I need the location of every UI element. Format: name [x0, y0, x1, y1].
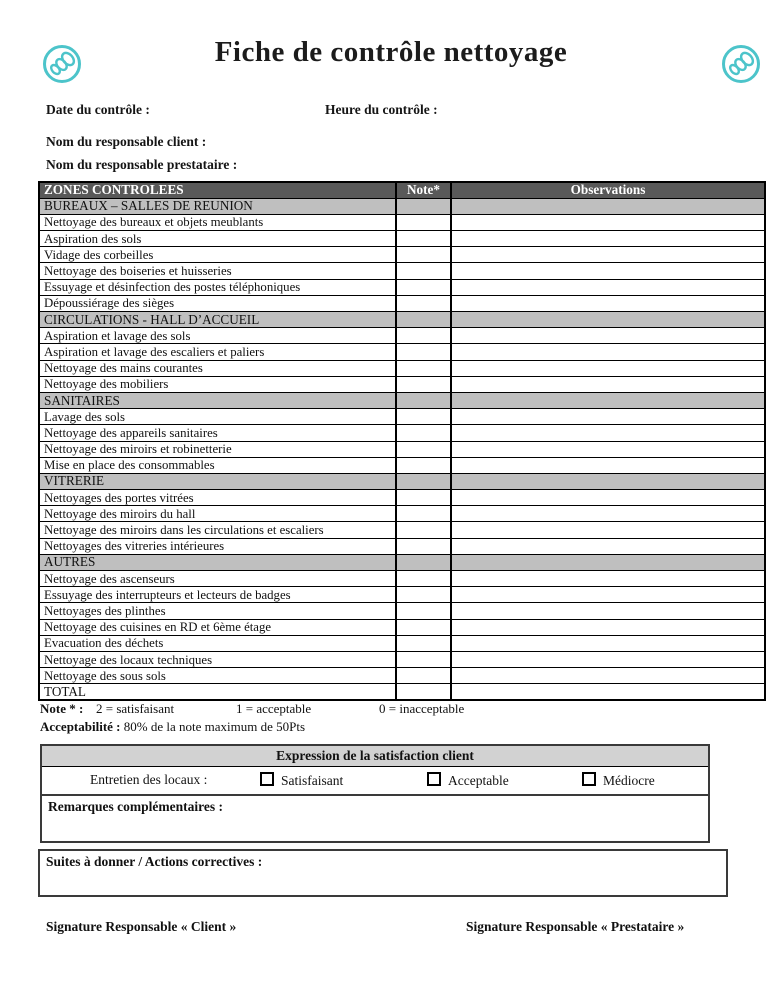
note-cell: [396, 603, 451, 619]
zone-label: Nettoyage des ascenseurs: [39, 571, 396, 587]
zone-label: Lavage des sols: [39, 409, 396, 425]
item-row: [39, 571, 765, 587]
observation-cell: [451, 198, 765, 214]
acceptability-note: [40, 719, 305, 735]
checkbox-icon: [260, 772, 274, 786]
note-cell: [396, 214, 451, 230]
zone-label: Essuyage des interrupteurs et lecteurs de badges: [39, 587, 396, 603]
item-row: [39, 457, 765, 473]
item-row: [39, 295, 765, 311]
item-row: [39, 409, 765, 425]
zone-label: Nettoyage des mobiliers: [39, 376, 396, 392]
zone-label: Dépoussiérage des sièges: [39, 295, 396, 311]
note-legend-value: 2 = satisfaisant: [96, 701, 175, 716]
note-cell: [396, 441, 451, 457]
note-cell: [396, 668, 451, 684]
note-cell: [396, 619, 451, 635]
observation-cell: [451, 554, 765, 570]
zone-label: Nettoyages des vitreries intérieures: [39, 538, 396, 554]
zone-label: Nettoyage des locaux techniques: [39, 651, 396, 667]
signature-client-label: Signature Responsable « Client »: [46, 919, 237, 934]
zone-label: TOTAL: [39, 684, 396, 700]
note-column-header: Note*: [396, 182, 451, 198]
zone-label: Nettoyage des mains courantes: [39, 360, 396, 376]
observation-cell: [451, 231, 765, 247]
note-legend-value: 1 = acceptable: [236, 701, 312, 716]
item-row: [39, 603, 765, 619]
observation-cell: [451, 668, 765, 684]
section-row: [39, 473, 765, 489]
observation-cell: [451, 392, 765, 408]
observation-cell: [451, 441, 765, 457]
observation-cell: [451, 457, 765, 473]
observation-cell: [451, 635, 765, 651]
observation-cell: [451, 328, 765, 344]
item-row: [39, 651, 765, 667]
note-cell: [396, 587, 451, 603]
item-row: [39, 635, 765, 651]
zone-label: Nettoyage des boiseries et huisseries: [39, 263, 396, 279]
actions-label: Suites à donner / Actions correctives :: [46, 854, 263, 869]
item-row: [39, 587, 765, 603]
observation-cell: [451, 587, 765, 603]
note-cell: [396, 344, 451, 360]
note-cell: [396, 490, 451, 506]
total-row: [39, 684, 765, 700]
item-row: [39, 344, 765, 360]
zone-label: CIRCULATIONS - HALL D’ACCUEIL: [39, 312, 396, 328]
item-row: [39, 441, 765, 457]
client-name-label: Nom du responsable client :: [46, 134, 207, 149]
zone-label: Evacuation des déchets: [39, 635, 396, 651]
section-row: [39, 312, 765, 328]
zone-label: Aspiration et lavage des escaliers et paliers: [39, 344, 396, 360]
note-legend: [40, 701, 750, 718]
observation-cell: [451, 473, 765, 489]
observation-cell: [451, 603, 765, 619]
item-row: [39, 425, 765, 441]
observation-cell: [451, 214, 765, 230]
zone-label: Vidage des corbeilles: [39, 247, 396, 263]
satisfaction-title: Expression de la satisfaction client: [42, 746, 708, 767]
observation-cell: [451, 651, 765, 667]
option-label: Médiocre: [603, 773, 655, 788]
note-cell: [396, 392, 451, 408]
checkbox-icon: [582, 772, 596, 786]
observation-cell: [451, 538, 765, 554]
note-cell: [396, 263, 451, 279]
note-cell: [396, 312, 451, 328]
zone-label: Nettoyage des appareils sanitaires: [39, 425, 396, 441]
item-row: [39, 279, 765, 295]
note-cell: [396, 279, 451, 295]
observation-cell: [451, 425, 765, 441]
option-label: Acceptable: [448, 773, 509, 788]
note-cell: [396, 247, 451, 263]
zone-label: AUTRES: [39, 554, 396, 570]
zone-label: Nettoyage des miroirs et robinetterie: [39, 441, 396, 457]
note-cell: [396, 473, 451, 489]
zone-label: VITRERIE: [39, 473, 396, 489]
observation-cell: [451, 279, 765, 295]
observation-cell: [451, 295, 765, 311]
observations-column-header: Observations: [451, 182, 765, 198]
note-cell: [396, 425, 451, 441]
note-cell: [396, 635, 451, 651]
satisfaction-option: [582, 772, 655, 789]
option-label: Satisfaisant: [281, 773, 344, 788]
acceptability-text: 80% de la note maximum de 50Pts: [123, 719, 306, 734]
observation-cell: [451, 360, 765, 376]
item-row: [39, 538, 765, 554]
zone-label: Nettoyage des miroirs dans les circulations et escaliers: [39, 522, 396, 538]
item-row: [39, 376, 765, 392]
zone-label: Nettoyage des cuisines en RD et 6ème étage: [39, 619, 396, 635]
observation-cell: [451, 409, 765, 425]
note-cell: [396, 538, 451, 554]
item-row: [39, 328, 765, 344]
observation-cell: [451, 263, 765, 279]
remarks-label: Remarques complémentaires :: [48, 799, 223, 814]
item-row: [39, 231, 765, 247]
observation-cell: [451, 522, 765, 538]
zones-table-body: [39, 198, 765, 700]
satisfaction-option: [427, 772, 509, 789]
note-cell: [396, 409, 451, 425]
zone-label: BUREAUX – SALLES DE REUNION: [39, 198, 396, 214]
observation-cell: [451, 506, 765, 522]
date-label: Date du contrôle :: [46, 102, 150, 117]
observation-cell: [451, 344, 765, 360]
note-legend-label: Note * :: [40, 701, 84, 716]
signature-provider-label: Signature Responsable « Prestataire »: [466, 919, 685, 934]
checkbox-icon: [427, 772, 441, 786]
section-row: [39, 554, 765, 570]
satisfaction-row-label: Entretien des locaux :: [90, 772, 208, 787]
observation-cell: [451, 619, 765, 635]
note-cell: [396, 198, 451, 214]
note-cell: [396, 360, 451, 376]
item-row: [39, 506, 765, 522]
observation-cell: [451, 684, 765, 700]
note-cell: [396, 328, 451, 344]
zone-label: Essuyage et désinfection des postes téléphoniques: [39, 279, 396, 295]
note-cell: [396, 684, 451, 700]
item-row: [39, 247, 765, 263]
table-header-row: [39, 182, 765, 198]
item-row: [39, 214, 765, 230]
note-cell: [396, 295, 451, 311]
item-row: [39, 522, 765, 538]
note-legend-value: 0 = inacceptable: [379, 701, 465, 716]
observation-cell: [451, 571, 765, 587]
provider-name-label: Nom du responsable prestataire :: [46, 157, 238, 172]
zones-column-header: ZONES CONTROLEES: [39, 182, 396, 198]
zone-label: Aspiration des sols: [39, 231, 396, 247]
note-cell: [396, 651, 451, 667]
time-label: Heure du contrôle :: [325, 102, 438, 117]
zone-label: Nettoyage des sous sols: [39, 668, 396, 684]
observation-cell: [451, 247, 765, 263]
item-row: [39, 360, 765, 376]
item-row: [39, 490, 765, 506]
item-row: [39, 263, 765, 279]
section-row: [39, 198, 765, 214]
zone-label: Nettoyages des plinthes: [39, 603, 396, 619]
zone-label: Nettoyages des portes vitrées: [39, 490, 396, 506]
zone-label: Nettoyage des bureaux et objets meublants: [39, 214, 396, 230]
satisfaction-option: [260, 772, 343, 789]
page-title: Fiche de contrôle nettoyage: [214, 36, 568, 68]
observation-cell: [451, 490, 765, 506]
note-cell: [396, 457, 451, 473]
section-row: [39, 392, 765, 408]
satisfaction-options: [42, 767, 708, 796]
item-row: [39, 619, 765, 635]
note-cell: [396, 571, 451, 587]
note-cell: [396, 522, 451, 538]
note-cell: [396, 554, 451, 570]
note-cell: [396, 376, 451, 392]
zone-label: Mise en place des consommables: [39, 457, 396, 473]
zone-label: Nettoyage des miroirs du hall: [39, 506, 396, 522]
zone-label: SANITAIRES: [39, 392, 396, 408]
satisfaction-box: [40, 744, 710, 843]
actions-box: [38, 849, 728, 897]
note-cell: [396, 506, 451, 522]
zone-label: Aspiration et lavage des sols: [39, 328, 396, 344]
observation-cell: [451, 376, 765, 392]
observation-cell: [451, 312, 765, 328]
note-cell: [396, 231, 451, 247]
acceptability-label: Acceptabilité :: [40, 719, 121, 734]
item-row: [39, 668, 765, 684]
zones-table: [38, 181, 766, 701]
